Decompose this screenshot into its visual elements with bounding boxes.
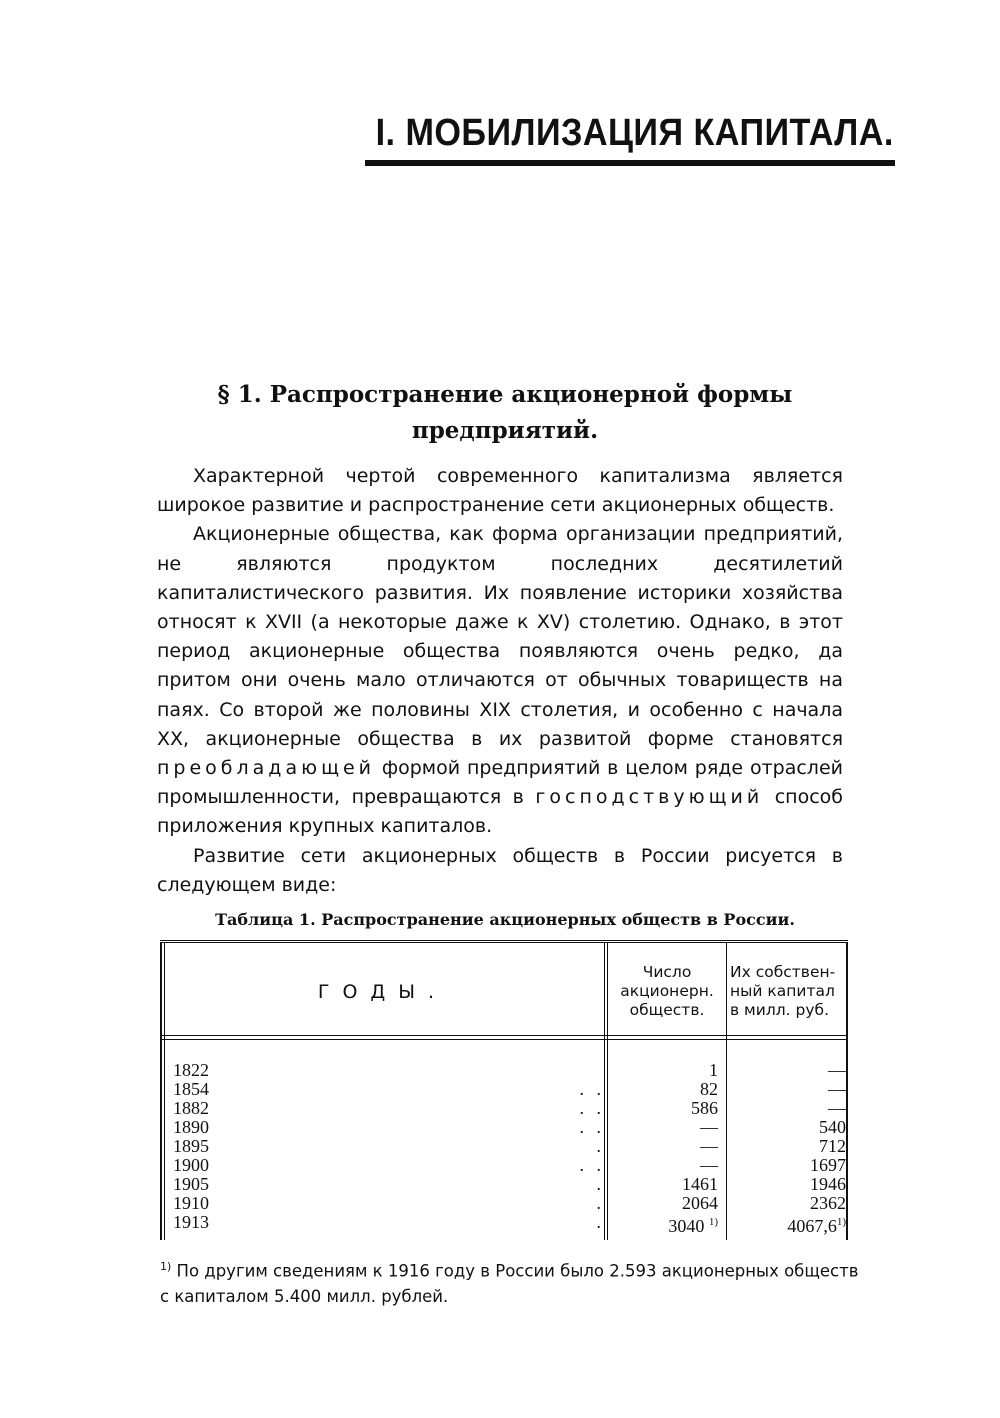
- header-capital-line: Их собствен-: [730, 963, 836, 981]
- year-cell: 1913: [173, 1212, 209, 1232]
- chapter-title: I. МОБИЛИЗАЦИЯ КАПИТАЛА.: [375, 112, 894, 154]
- footnote-marker: 1): [836, 1216, 846, 1228]
- data-table: [160, 940, 848, 1240]
- years-column: [173, 1061, 209, 1232]
- leader-dots: . .: [579, 1117, 605, 1137]
- capital-cell: 1697: [810, 1155, 846, 1175]
- emphasis-predominant: преобладающей: [157, 757, 376, 780]
- header-years: ГОДЫ.: [317, 981, 448, 1003]
- leader-dots: . .: [579, 1098, 605, 1118]
- capital-cell: 1946: [810, 1174, 846, 1194]
- count-cell: 3040: [668, 1216, 705, 1236]
- capital-cell-with-note: [728, 1213, 846, 1236]
- leader-dots: .: [596, 1136, 605, 1156]
- footnote-text: [160, 1254, 860, 1309]
- emphasis-dominant: господствующий: [535, 786, 764, 809]
- header-capital-line: ный капитал: [730, 982, 835, 1000]
- paragraph-2: [157, 520, 843, 841]
- header-separator: [160, 1035, 848, 1036]
- count-cell: —: [700, 1155, 718, 1175]
- year-cell: 1890: [173, 1117, 209, 1137]
- paragraph-1: Характерной чертой современного капитализма является широкое развитие и распространение сети акционерных обществ.: [157, 465, 843, 517]
- leader-dots: [555, 1061, 605, 1080]
- capital-cell: —: [828, 1079, 846, 1099]
- count-column: [608, 1060, 718, 1236]
- count-cell: 1: [709, 1060, 718, 1080]
- leader-dots: .: [596, 1212, 605, 1232]
- paragraph-3: Развитие сети акционерных обществ в России рисуется в следующем виде:: [157, 844, 843, 896]
- paragraph-2-part-c: способ приложения крупных капиталов.: [157, 786, 843, 838]
- header-count-line: обществ.: [629, 1001, 705, 1019]
- count-cell: 1461: [682, 1174, 718, 1194]
- count-cell: 586: [691, 1098, 718, 1118]
- capital-cell: —: [828, 1098, 846, 1118]
- year-cell: 1895: [173, 1136, 209, 1156]
- section-heading-line-2: предприятий.: [411, 417, 599, 444]
- footnote-marker: 1): [708, 1216, 718, 1228]
- year-cell: 1822: [173, 1060, 209, 1080]
- header-capital: [727, 963, 850, 1020]
- header-count-line: акционерн.: [620, 982, 714, 1000]
- footnote-body: По другим сведениям к 1916 году в России было 2.593 акционерных обществ с капиталом 5.400 милл. рублей.: [160, 1261, 859, 1306]
- paragraph-2-part-b: формой предприятий в целом ряде отраслей промышленности, превращаются в: [157, 757, 843, 809]
- header-separator-2: [160, 1039, 848, 1040]
- leader-dots: .: [596, 1174, 605, 1194]
- capital-cell: 540: [819, 1117, 846, 1137]
- leader-dots: . .: [579, 1155, 605, 1175]
- year-cell: 1900: [173, 1155, 209, 1175]
- capital-cell: 4067,6: [787, 1216, 837, 1236]
- year-cell: 1882: [173, 1098, 209, 1118]
- footnote: [160, 1254, 860, 1309]
- capital-column: [728, 1060, 846, 1236]
- year-cell: 1910: [173, 1193, 209, 1213]
- table-caption: Таблица 1. Распространение акционерных обществ в России.: [215, 910, 795, 929]
- year-cell: 1854: [173, 1079, 209, 1099]
- count-cell: 2064: [682, 1193, 718, 1213]
- count-cell-with-note: [608, 1213, 718, 1236]
- leader-dots-column: [555, 1061, 605, 1232]
- capital-cell: 2362: [810, 1193, 846, 1213]
- leader-dots: . .: [579, 1079, 605, 1099]
- header-capital-line: в милл. руб.: [730, 1001, 829, 1019]
- body-text: [157, 462, 843, 900]
- year-cell: 1905: [173, 1174, 209, 1194]
- paragraph-2-part-a: Акционерные общества, как форма организации предприятий, не являются продуктом последних десятилетий капиталистического развития. Их появление историки хозяйства относят к XVII (а некоторые даже к XV) столетию. Однако, в этот период акционерные общества появляются очень редко, да притом они очень мало отличаются от обычных товариществ на паях. Со второй же половины XIX столетия, и особенно с начала XX, акционерные общества в их развитой форме становятся: [157, 523, 843, 750]
- count-cell: 82: [700, 1079, 718, 1099]
- capital-cell: —: [828, 1060, 846, 1080]
- count-cell: —: [700, 1136, 718, 1156]
- footnote-marker: 1): [160, 1260, 172, 1273]
- header-count: [608, 963, 726, 1020]
- header-count-line: Число: [642, 963, 692, 981]
- count-cell: —: [700, 1117, 718, 1137]
- section-heading-line-1: § 1. Распространение акционерной формы: [217, 381, 793, 408]
- title-underline: [365, 160, 895, 166]
- capital-cell: 712: [819, 1136, 846, 1156]
- leader-dots: .: [596, 1193, 605, 1213]
- section-heading: [160, 377, 850, 449]
